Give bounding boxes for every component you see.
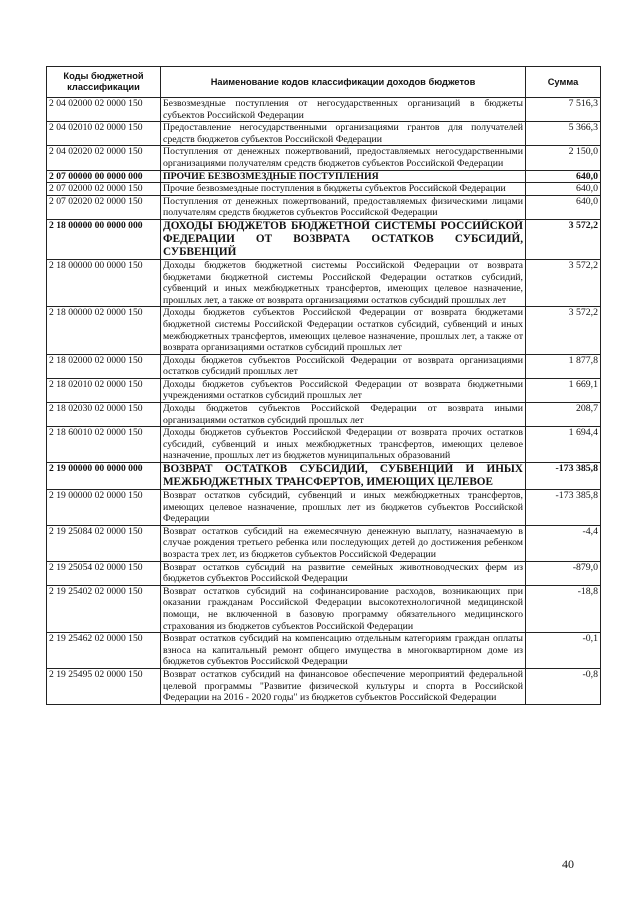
page-number: 40 bbox=[562, 857, 574, 871]
row-sum: -0,1 bbox=[526, 633, 601, 669]
row-sum: 640,0 bbox=[526, 195, 601, 219]
row-name: Возврат остатков субсидий на софинансирование расходов, возникающих при оказании гражданам Российской Федерации высокотехнологичной медицинской помощи, не включенной в базовую программу обязательного медицинского страхования из бюджетов субъектов Российской Федерации bbox=[161, 585, 526, 632]
row-name: ДОХОДЫ БЮДЖЕТОВ БЮДЖЕТНОЙ СИСТЕМЫ РОССИЙСКОЙ ФЕДЕРАЦИИ ОТ ВОЗВРАТА ОСТАТКОВ СУБСИДИЙ, СУБВЕНЦИЙ bbox=[161, 219, 526, 259]
table-header-row bbox=[47, 67, 601, 98]
row-code: 2 18 00000 02 0000 150 bbox=[47, 307, 161, 354]
header-name: Наименование кодов классификации доходов бюджетов bbox=[161, 67, 526, 98]
row-sum: -4,4 bbox=[526, 525, 601, 561]
row-name: Возврат остатков субсидий на финансовое обеспечение мероприятий федеральной целевой программы "Развитие физической культуры и спорта в Российской Федерации на 2016 - 2020 годы" из бюджетов субъектов Российской Федерации bbox=[161, 668, 526, 704]
row-sum: -0,8 bbox=[526, 668, 601, 704]
row-code: 2 18 00000 00 0000 150 bbox=[47, 259, 161, 306]
row-name: ВОЗВРАТ ОСТАТКОВ СУБСИДИЙ, СУБВЕНЦИЙ И ИНЫХ МЕЖБЮДЖЕТНЫХ ТРАНСФЕРТОВ, ИМЕЮЩИХ ЦЕЛЕВОЕ bbox=[161, 463, 526, 490]
table-row bbox=[47, 195, 601, 219]
row-code: 2 18 02030 02 0000 150 bbox=[47, 403, 161, 427]
row-name: Безвозмездные поступления от негосударственных организаций в бюджеты субъектов Российской Федерации bbox=[161, 98, 526, 122]
budget-revenue-table bbox=[46, 66, 601, 705]
table-row-section bbox=[47, 463, 601, 490]
row-code: 2 07 00000 00 0000 000 bbox=[47, 170, 161, 183]
row-sum: 7 516,3 bbox=[526, 98, 601, 122]
row-name: Возврат остатков субсидий, субвенций и иных межбюджетных трансфертов, имеющих целевое назначение, прошлых лет из бюджетов субъектов Российской Федерации bbox=[161, 490, 526, 526]
row-code: 2 19 25462 02 0000 150 bbox=[47, 633, 161, 669]
table-row bbox=[47, 403, 601, 427]
table-row-section bbox=[47, 219, 601, 259]
row-name: Поступления от денежных пожертвований, предоставляемых физическими лицами получателям средств бюджетов субъектов Российской Федерации bbox=[161, 195, 526, 219]
table-row bbox=[47, 354, 601, 378]
row-name: Доходы бюджетов субъектов Российской Федерации от возврата прочих остатков субсидий, субвенций и иных межбюджетных трансфертов, имеющих целевое назначение, прошлых лет из бюджетов муниципальных образований bbox=[161, 427, 526, 463]
row-sum: -173 385,8 bbox=[526, 463, 601, 490]
row-sum: 208,7 bbox=[526, 403, 601, 427]
table-row bbox=[47, 633, 601, 669]
row-sum: 3 572,2 bbox=[526, 307, 601, 354]
row-sum: 640,0 bbox=[526, 170, 601, 183]
table-row bbox=[47, 259, 601, 306]
row-sum: 5 366,3 bbox=[526, 122, 601, 146]
row-code: 2 04 02020 02 0000 150 bbox=[47, 146, 161, 170]
row-sum: -173 385,8 bbox=[526, 490, 601, 526]
header-sum: Сумма bbox=[526, 67, 601, 98]
row-name: Доходы бюджетов субъектов Российской Федерации от возврата бюджетными учреждениями остатков субсидий прошлых лет bbox=[161, 378, 526, 402]
row-sum: 1 694,4 bbox=[526, 427, 601, 463]
table-row bbox=[47, 183, 601, 196]
table-row bbox=[47, 668, 601, 704]
table-row bbox=[47, 490, 601, 526]
row-name: Доходы бюджетов субъектов Российской Федерации от возврата бюджетами бюджетной системы Российской Федерации остатков субсидий, субвенций и иных межбюджетных трансфертов, имеющих целевое назначение, прошлых лет, а также от возврата организациями остатков субсидий прошлых лет bbox=[161, 307, 526, 354]
row-name: Поступления от денежных пожертвований, предоставляемых негосударственными организациями получателям средств бюджетов субъектов Российской Федерации bbox=[161, 146, 526, 170]
row-code: 2 07 02020 02 0000 150 bbox=[47, 195, 161, 219]
row-name: Прочие безвозмездные поступления в бюджеты субъектов Российской Федерации bbox=[161, 183, 526, 196]
row-sum: 640,0 bbox=[526, 183, 601, 196]
table-row-section bbox=[47, 170, 601, 183]
row-name: Возврат остатков субсидий на развитие семейных животноводческих ферм из бюджетов субъектов Российской Федерации bbox=[161, 561, 526, 585]
table-row bbox=[47, 561, 601, 585]
row-name: ПРОЧИЕ БЕЗВОЗМЕЗДНЫЕ ПОСТУПЛЕНИЯ bbox=[161, 170, 526, 183]
table-row bbox=[47, 525, 601, 561]
row-code: 2 18 02010 02 0000 150 bbox=[47, 378, 161, 402]
row-sum: 3 572,2 bbox=[526, 219, 601, 259]
table-row bbox=[47, 307, 601, 354]
row-name: Возврат остатков субсидий на компенсацию отдельным категориям граждан оплаты взноса на капитальный ремонт общего имущества в многоквартирном доме из бюджетов субъектов Российской Федерации bbox=[161, 633, 526, 669]
row-code: 2 04 02000 02 0000 150 bbox=[47, 98, 161, 122]
row-code: 2 19 25402 02 0000 150 bbox=[47, 585, 161, 632]
table-row bbox=[47, 122, 601, 146]
row-name: Доходы бюджетов субъектов Российской Федерации от возврата иными организациями остатков субсидий прошлых лет bbox=[161, 403, 526, 427]
row-name: Доходы бюджетов бюджетной системы Российской Федерации от возврата бюджетами бюджетной системы Российской Федерации остатков субсидий, субвенций и иных межбюджетных трансфертов, имеющих целевое назначение, прошлых лет, а также от возврата организациями остатков субсидий прошлых лет bbox=[161, 259, 526, 306]
row-sum: 1 669,1 bbox=[526, 378, 601, 402]
row-code: 2 19 00000 00 0000 000 bbox=[47, 463, 161, 490]
row-code: 2 19 25084 02 0000 150 bbox=[47, 525, 161, 561]
table-row bbox=[47, 146, 601, 170]
table-row bbox=[47, 378, 601, 402]
row-name: Возврат остатков субсидий на ежемесячную денежную выплату, назначаемую в случае рождения третьего ребенка или последующих детей до достижения ребенком возраста трех лет, из бюджетов субъектов Российской Федерации bbox=[161, 525, 526, 561]
row-code: 2 04 02010 02 0000 150 bbox=[47, 122, 161, 146]
row-name: Доходы бюджетов субъектов Российской Федерации от возврата организациями остатков субсидий прошлых лет bbox=[161, 354, 526, 378]
row-sum: 2 150,0 bbox=[526, 146, 601, 170]
table-row bbox=[47, 98, 601, 122]
row-sum: -18,8 bbox=[526, 585, 601, 632]
header-code: Коды бюджетной классификации bbox=[47, 67, 161, 98]
row-code: 2 07 02000 02 0000 150 bbox=[47, 183, 161, 196]
row-code: 2 19 25054 02 0000 150 bbox=[47, 561, 161, 585]
table-row bbox=[47, 427, 601, 463]
row-sum: 1 877,8 bbox=[526, 354, 601, 378]
row-sum: -879,0 bbox=[526, 561, 601, 585]
row-sum: 3 572,2 bbox=[526, 259, 601, 306]
table-row bbox=[47, 585, 601, 632]
row-code: 2 18 60010 02 0000 150 bbox=[47, 427, 161, 463]
row-code: 2 19 25495 02 0000 150 bbox=[47, 668, 161, 704]
row-code: 2 19 00000 02 0000 150 bbox=[47, 490, 161, 526]
row-name: Предоставление негосударственными организациями грантов для получателей средств бюджетов субъектов Российской Федерации bbox=[161, 122, 526, 146]
row-code: 2 18 02000 02 0000 150 bbox=[47, 354, 161, 378]
row-code: 2 18 00000 00 0000 000 bbox=[47, 219, 161, 259]
